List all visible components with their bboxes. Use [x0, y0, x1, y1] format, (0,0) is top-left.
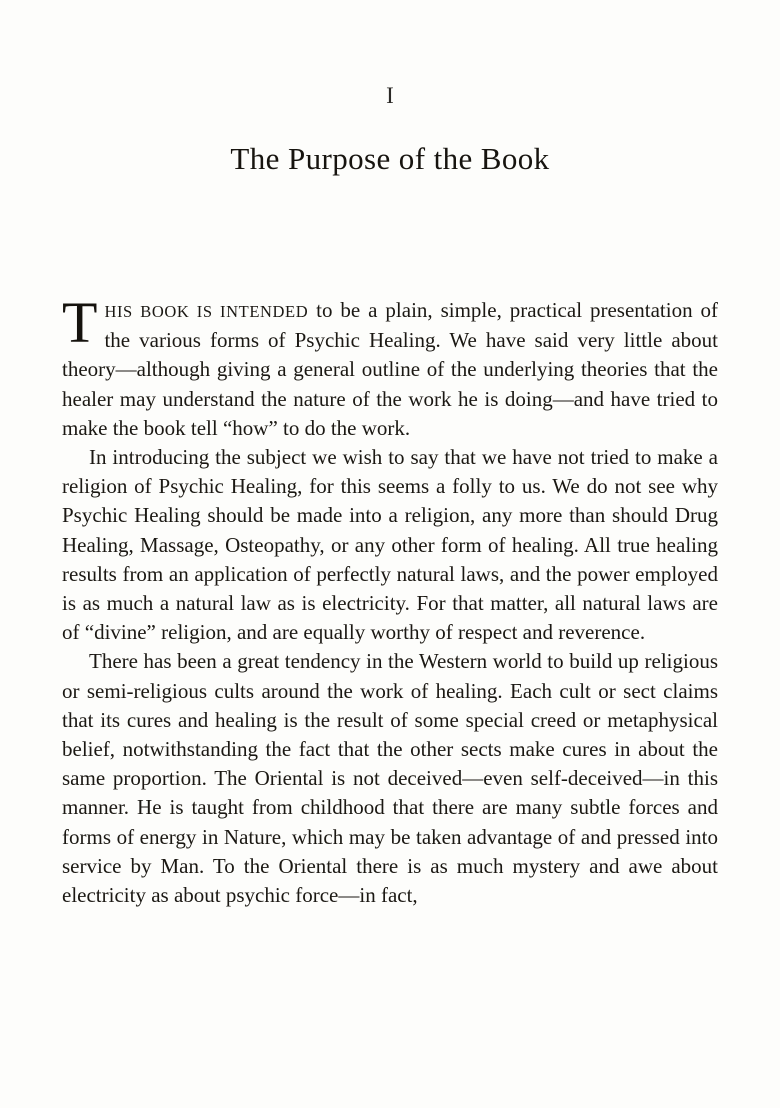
- paragraph-3: There has been a great tendency in the Western world to build up religious or semi-religious cults around the work of healing. Each cult or sect claims that its cures and healing is the result of some special creed or metaphysical belief, notwithstanding the fact that the other sects make cures in about the same proportion. The Oriental is not deceived—even self-deceived—in this manner. He is taught from childhood that there are many subtle forces and forms of energy in Nature, which may be taken advantage of and pressed into service by Man. To the Oriental there is as much mystery and awe about electricity as about psychic force—in fact,: [62, 649, 718, 908]
- body-text: [62, 290, 719, 910]
- chapter-number: I: [386, 83, 394, 108]
- opening-small-caps: HIS BOOK IS INTENDED: [104, 302, 309, 321]
- paragraph-1: [62, 290, 719, 443]
- drop-cap: T: [62, 290, 98, 355]
- paragraph-2: In introducing the subject we wish to say that we have not tried to make a religion of Psychic Healing, for this seems a folly to us. We do not see why Psychic Healing should be made into a religion, any more than should Drug Healing, Massage, Osteopathy, or any other form of healing. All true healing results from an application of perfectly natural laws, and the power employed is as much a natural law as is electricity. For that matter, all natural laws are of “divine” religion, and are equally worthy of respect and reverence.: [62, 445, 718, 645]
- chapter-title: The Purpose of the Book: [230, 141, 550, 176]
- paragraph-1-text: to be a plain, simple, practical presentation of the various forms of Psychic Healing. We have said very little about theory—although giving a general outline of the underlying theories that the healer may understand the nature of the work he is doing—and have tried to make the book tell “how” to do the work.: [62, 298, 719, 440]
